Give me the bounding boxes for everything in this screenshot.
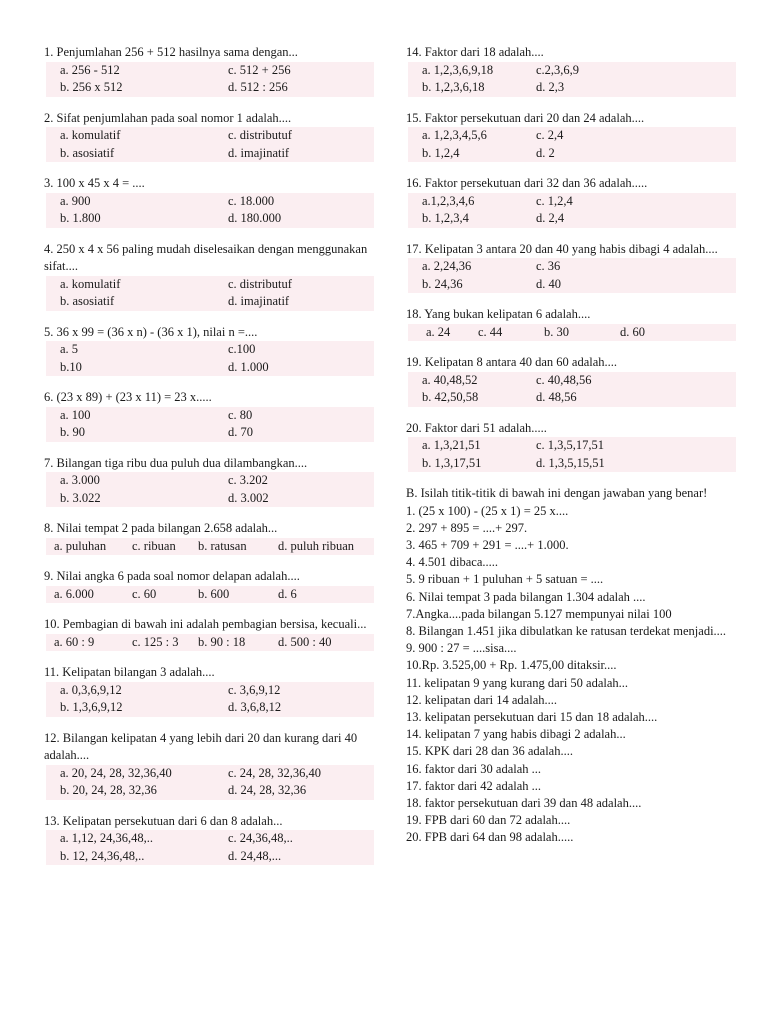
question-stem: 3. 100 x 45 x 4 = ....: [44, 176, 145, 190]
question-stem: 12. Bilangan kelipatan 4 yang lebih dari 20 dan kurang dari 40 adalah....: [44, 730, 358, 762]
question: [406, 44, 736, 97]
answer-option: a. 100: [60, 407, 91, 422]
question: [406, 306, 736, 341]
section-b-heading: B. Isilah titik-titik di bawah ini dengan jawaban yang benar!: [406, 486, 708, 500]
option-row: [46, 830, 374, 848]
answer-option: b. 1,2,3,4: [422, 211, 469, 225]
answer-option: b. 1,2,4: [422, 145, 460, 160]
option-row: [408, 193, 736, 211]
answer-option: c. 36: [536, 259, 561, 273]
option-row: [408, 210, 736, 228]
answer-option: d. 6: [278, 586, 297, 601]
question-stem: 4. 250 x 4 x 56 paling mudah diselesaikan dengan menggunakan sifat....: [44, 241, 368, 273]
option-row: [46, 407, 374, 425]
answer-option: d. 512 : 256: [228, 80, 288, 94]
fill-in-item: 7.Angka....pada bilangan 5.127 mempunyai nilai 100: [406, 606, 672, 621]
fill-in-item: 20. FPB dari 64 dan 98 adalah.....: [406, 830, 574, 845]
answer-option: a.1,2,3,4,6: [422, 193, 475, 208]
answer-option: c. 40,48,56: [536, 372, 592, 387]
question-stem: 19. Kelipatan 8 antara 40 dan 60 adalah....: [406, 355, 618, 369]
option-row: [46, 782, 374, 800]
fill-in-item: 17. faktor dari 42 adalah ...: [406, 778, 542, 793]
answer-option: a. 1,3,21,51: [422, 438, 481, 452]
option-row: [46, 472, 374, 490]
answer-option: b. 90 : 18: [198, 634, 246, 649]
question: [44, 568, 374, 603]
option-row: [408, 389, 736, 407]
option-row: [408, 62, 736, 80]
question-stem: 6. (23 x 89) + (23 x 11) = 23 x.....: [44, 390, 212, 404]
option-row: [46, 490, 374, 508]
option-row: [46, 193, 374, 211]
answer-option: c. 1,3,5,17,51: [536, 438, 605, 452]
answer-option: a. 40,48,52: [422, 372, 478, 387]
answer-option: c. distributuf: [228, 128, 292, 142]
question-stem: 15. Faktor persekutuan dari 20 dan 24 adalah....: [406, 110, 645, 125]
answer-option: c. 1,2,4: [536, 193, 573, 208]
question-stem: 14. Faktor dari 18 adalah....: [406, 45, 544, 59]
left-column: [44, 44, 374, 878]
question: [44, 110, 374, 163]
answer-option: d. 60: [620, 324, 645, 339]
answer-option: b. 12, 24,36,48,..: [60, 848, 145, 863]
question: [44, 455, 374, 508]
option-row: [408, 258, 736, 276]
question-stem: 10. Pembagian di bawah ini adalah pembagian bersisa, kecuali...: [44, 617, 367, 631]
option-row: [46, 127, 374, 145]
option-row: [408, 455, 736, 473]
answer-option: b. 30: [544, 324, 569, 339]
question-stem: 20. Faktor dari 51 adalah.....: [406, 420, 547, 435]
answer-option: b. 256 x 512: [60, 80, 123, 94]
option-row: [46, 682, 374, 700]
answer-option: b. 1.800: [60, 211, 101, 225]
fill-in-item: 9. 900 : 27 = ....sisa....: [406, 641, 517, 656]
question-stem: 8. Nilai tempat 2 pada bilangan 2.658 adalah...: [44, 521, 278, 535]
question-stem: 18. Yang bukan kelipatan 6 adalah....: [406, 307, 591, 321]
fill-in-item: 16. faktor dari 30 adalah ...: [406, 761, 542, 776]
option-row: [46, 79, 374, 97]
question: [44, 175, 374, 228]
answer-option: d. 3,6,8,12: [228, 700, 282, 714]
fill-in-item: 6. Nilai tempat 3 pada bilangan 1.304 adalah ....: [406, 589, 646, 604]
option-row: [46, 293, 374, 311]
option-row: [408, 145, 736, 163]
answer-option: a. 1,2,3,6,9,18: [422, 62, 494, 77]
answer-option: b. 600: [198, 586, 230, 601]
option-row: [46, 848, 374, 866]
question: [406, 420, 736, 473]
answer-option: b. 90: [60, 425, 85, 439]
answer-option: c. 2,4: [536, 128, 564, 142]
answer-option: d. puluh ribuan: [278, 538, 355, 553]
answer-option: d. 70: [228, 425, 253, 439]
answer-option: c. 18.000: [228, 193, 275, 208]
answer-option: a. 60 : 9: [54, 634, 95, 649]
fill-in-item: 8. Bilangan 1.451 jika dibulatkan ke ratusan terdekat menjadi....: [406, 623, 727, 638]
answer-option: c. distributuf: [228, 276, 292, 291]
answer-option: a. 1,12, 24,36,48,..: [60, 831, 154, 845]
option-row: [46, 634, 374, 652]
question: [44, 324, 374, 377]
answer-option: d. 1,3,5,15,51: [536, 455, 605, 470]
question-stem: 1. Penjumlahan 256 + 512 hasilnya sama dengan...: [44, 45, 298, 59]
option-row: [46, 359, 374, 377]
fill-in-item: 3. 465 + 709 + 291 = ....+ 1.000.: [406, 537, 569, 552]
answer-option: a. 5: [60, 342, 79, 356]
option-row: [408, 437, 736, 455]
question-stem: 9. Nilai angka 6 pada soal nomor delapan adalah....: [44, 569, 300, 583]
fill-in-item: 5. 9 ribuan + 1 puluhan + 5 satuan = ....: [406, 572, 604, 587]
question: [406, 175, 736, 228]
answer-option: b. 42,50,58: [422, 390, 479, 404]
answer-option: c. 512 + 256: [228, 62, 291, 77]
answer-option: a. 20, 24, 28, 32,36,40: [60, 765, 172, 780]
question: [44, 44, 374, 97]
answer-option: a. 900: [60, 193, 91, 208]
answer-option: a. 2,24,36: [422, 259, 472, 273]
answer-option: c.2,3,6,9: [536, 62, 580, 77]
question: [44, 730, 374, 800]
question-stem: 16. Faktor persekutuan dari 32 dan 36 adalah.....: [406, 176, 648, 190]
option-row: [408, 324, 736, 342]
answer-option: d. imajinatif: [228, 294, 290, 308]
section-b: [406, 485, 736, 847]
question-stem: 13. Kelipatan persekutuan dari 6 dan 8 adalah...: [44, 813, 283, 828]
question: [406, 241, 736, 294]
fill-in-item: 12. kelipatan dari 14 adalah....: [406, 692, 557, 707]
answer-option: c. 80: [228, 407, 253, 422]
option-row: [46, 62, 374, 80]
option-row: [46, 276, 374, 294]
answer-option: b.10: [60, 359, 82, 374]
question-stem: 17. Kelipatan 3 antara 20 dan 40 yang habis dibagi 4 adalah....: [406, 241, 718, 256]
question-stem: 5. 36 x 99 = (36 x n) - (36 x 1), nilai n =....: [44, 324, 258, 339]
fill-in-item: 13. kelipatan persekutuan dari 15 dan 18 adalah....: [406, 709, 658, 724]
question: [44, 813, 374, 866]
answer-option: a. puluhan: [54, 538, 107, 553]
question-stem: 11. Kelipatan bilangan 3 adalah....: [44, 665, 215, 679]
answer-option: d. 2: [536, 145, 555, 160]
option-row: [408, 79, 736, 97]
fill-in-item: 15. KPK dari 28 dan 36 adalah....: [406, 744, 573, 759]
option-row: [46, 424, 374, 442]
answer-option: b. asosiatif: [60, 145, 115, 160]
answer-option: d. 24, 28, 32,36: [228, 783, 307, 797]
option-row: [46, 145, 374, 163]
fill-in-item: 2. 297 + 895 = ....+ 297.: [406, 520, 528, 535]
option-row: [408, 127, 736, 145]
answer-option: d. 500 : 40: [278, 634, 332, 649]
answer-option: c. 44: [478, 324, 503, 339]
question: [44, 241, 374, 311]
answer-option: a. komulatif: [60, 128, 121, 142]
answer-option: b. 3.022: [60, 490, 101, 505]
answer-option: c. 3,6,9,12: [228, 682, 281, 697]
answer-option: d. 40: [536, 276, 561, 291]
option-row: [408, 276, 736, 294]
option-row: [408, 372, 736, 390]
right-column: [406, 44, 736, 847]
option-row: [46, 699, 374, 717]
answer-option: a. 256 - 512: [60, 62, 120, 77]
answer-option: b. 1,3,6,9,12: [60, 700, 123, 714]
fill-in-item: 18. faktor persekutuan dari 39 dan 48 adalah....: [406, 795, 642, 810]
question-stem: 2. Sifat penjumlahan pada soal nomor 1 adalah....: [44, 110, 292, 125]
answer-option: a. 6.000: [54, 586, 94, 601]
option-row: [46, 765, 374, 783]
option-row: [46, 538, 374, 556]
option-row: [46, 341, 374, 359]
answer-option: c. 24,36,48,..: [228, 831, 293, 845]
answer-option: d. 24,48,...: [228, 848, 282, 863]
fill-in-item: 11. kelipatan 9 yang kurang dari 50 adalah...: [406, 675, 629, 690]
answer-option: b. asosiatif: [60, 294, 115, 308]
fill-in-item: 4. 4.501 dibaca.....: [406, 555, 498, 570]
answer-option: d. 180.000: [228, 211, 282, 225]
answer-option: d. 48,56: [536, 390, 577, 404]
answer-option: a. komulatif: [60, 276, 121, 291]
fill-in-item: 1. (25 x 100) - (25 x 1) = 25 x....: [406, 503, 569, 518]
answer-option: b. ratusan: [198, 538, 247, 553]
question-stem: 7. Bilangan tiga ribu dua puluh dua dilambangkan....: [44, 455, 308, 470]
question: [44, 389, 374, 442]
answer-option: c.100: [228, 342, 256, 356]
answer-option: b. 20, 24, 28, 32,36: [60, 783, 157, 797]
answer-option: b. 24,36: [422, 276, 463, 291]
question: [406, 354, 736, 407]
fill-in-item: 19. FPB dari 60 dan 72 adalah....: [406, 813, 571, 828]
answer-option: c. ribuan: [132, 538, 176, 553]
question: [406, 110, 736, 163]
answer-option: c. 3.202: [228, 473, 268, 487]
question: [44, 664, 374, 717]
fill-in-item: 10.Rp. 3.525,00 + Rp. 1.475,00 ditaksir....: [406, 658, 617, 673]
answer-option: d. 2,4: [536, 211, 565, 225]
answer-option: d. 1.000: [228, 359, 269, 374]
answer-option: a. 0,3,6,9,12: [60, 682, 122, 697]
answer-option: c. 60: [132, 586, 157, 601]
answer-option: c. 24, 28, 32,36,40: [228, 765, 322, 780]
answer-option: d. imajinatif: [228, 145, 290, 160]
answer-option: a. 24: [426, 324, 451, 339]
answer-option: b. 1,2,3,6,18: [422, 80, 485, 94]
option-row: [46, 586, 374, 604]
answer-option: d. 2,3: [536, 80, 565, 94]
answer-option: d. 3.002: [228, 490, 269, 505]
fill-in-item: 14. kelipatan 7 yang habis dibagi 2 adalah...: [406, 727, 626, 742]
answer-option: a. 3.000: [60, 473, 100, 487]
answer-option: a. 1,2,3,4,5,6: [422, 128, 487, 142]
question: [44, 520, 374, 555]
option-row: [46, 210, 374, 228]
answer-option: c. 125 : 3: [132, 634, 179, 649]
question: [44, 616, 374, 651]
answer-option: b. 1,3,17,51: [422, 455, 482, 470]
